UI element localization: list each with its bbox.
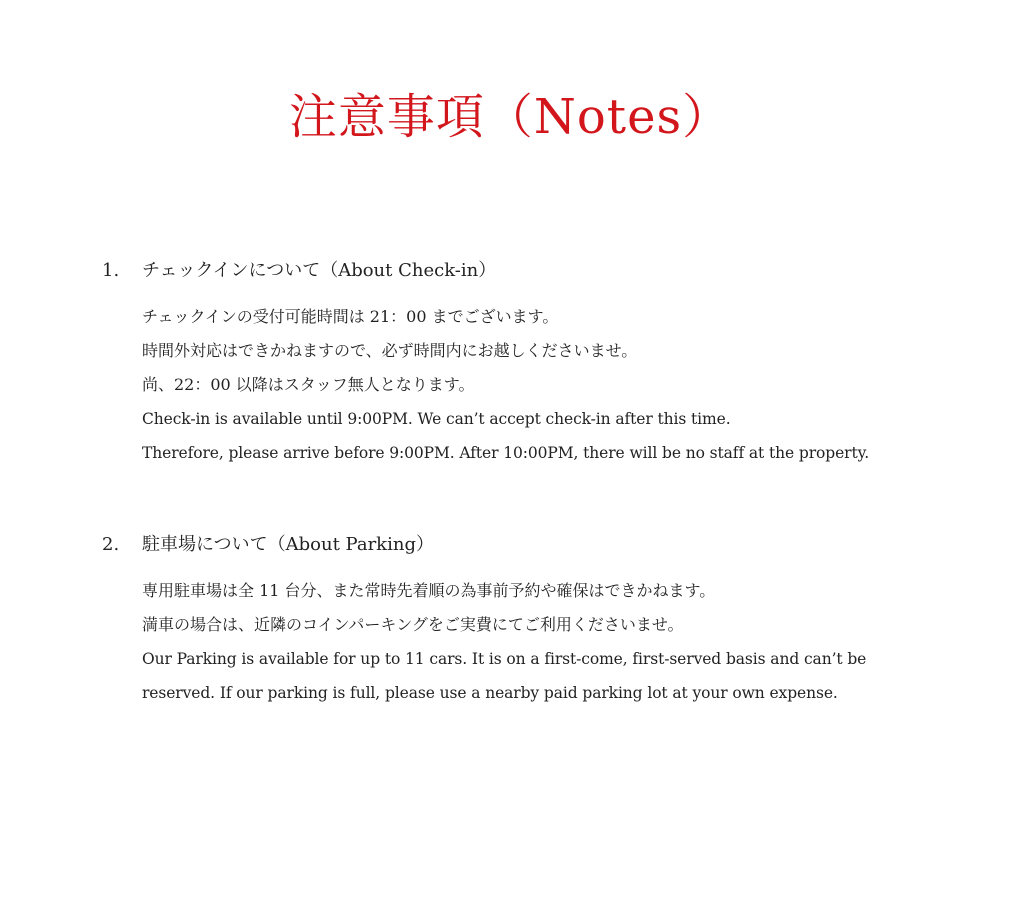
page-title: 注意事項（Notes）: [288, 89, 732, 145]
note-line: Our Parking is available for up to 11 cars. It is on a first-come, first-served basis and can’t be: [142, 650, 867, 668]
note-line: reserved. If our parking is full, please use a nearby paid parking lot at your own expense.: [142, 684, 838, 702]
section-number: 2.: [102, 534, 120, 555]
note-line: Check-in is available until 9:00PM. We can’t accept check-in after this time.: [142, 410, 731, 428]
section-check-in: [102, 254, 982, 470]
note-line: Therefore, please arrive before 9:00PM. After 10:00PM, there will be no staff at the property.: [142, 444, 870, 462]
section-title: チェックインについて（About Check-in）: [142, 260, 497, 281]
note-line: 尚、22：00 以降はスタッフ無人となります。: [142, 375, 475, 394]
note-line: チェックインの受付可能時間は 21：00 までございます。: [142, 307, 559, 326]
note-line: 専用駐車場は全 11 台分、また常時先着順の為事前予約や確保はできかねます。: [142, 581, 716, 600]
section-heading: [102, 528, 982, 562]
section-number: 1.: [102, 260, 120, 281]
note-line: 満車の場合は、近隣のコインパーキングをご実費にてご利用くださいませ。: [142, 615, 684, 634]
section-body: [102, 574, 982, 710]
section-heading: [102, 254, 982, 288]
section-title: 駐車場について（About Parking）: [142, 534, 434, 555]
note-line: 時間外対応はできかねますので、必ず時間内にお越しくださいませ。: [142, 341, 638, 360]
section-body: [102, 300, 982, 470]
section-parking: [102, 528, 982, 710]
